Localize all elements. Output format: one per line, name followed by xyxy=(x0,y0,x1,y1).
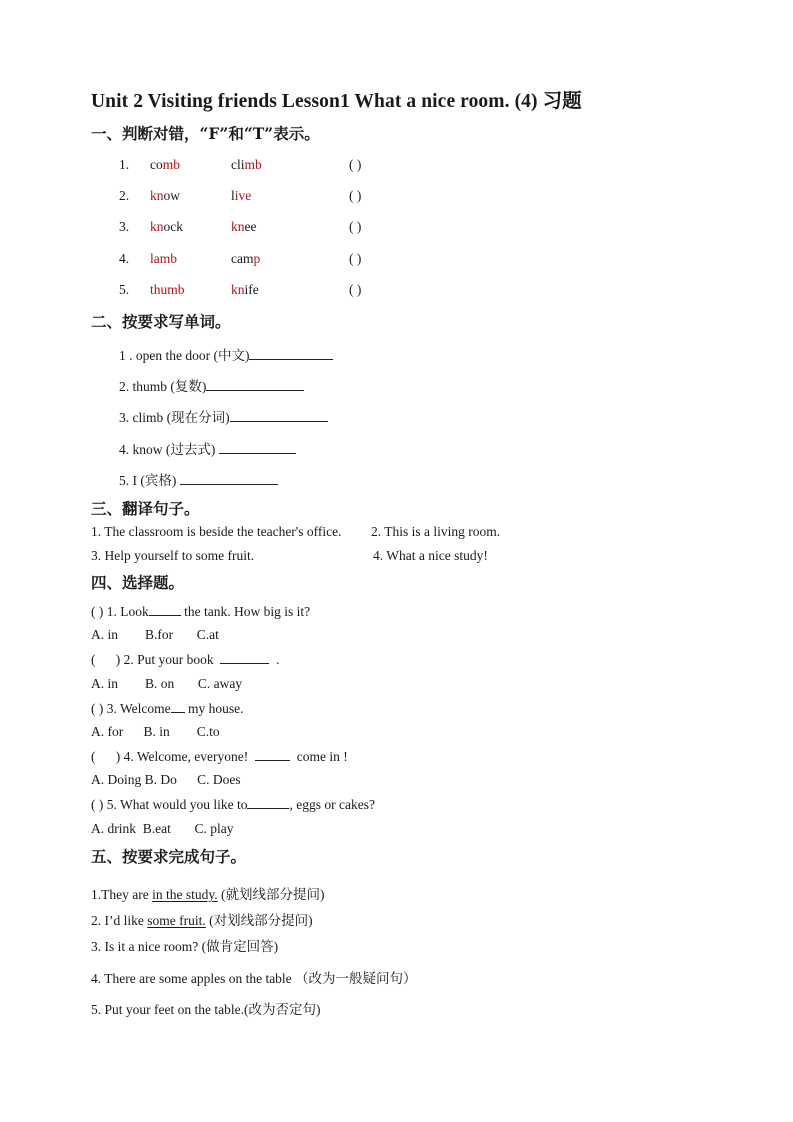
question xyxy=(91,796,375,813)
word-task xyxy=(119,406,328,426)
question-text: ( ) 1. Look xyxy=(91,604,149,619)
word-a xyxy=(150,157,180,173)
word-a xyxy=(150,282,185,298)
question-text: ( ) 5. What would you like to xyxy=(91,797,248,812)
word-a xyxy=(150,188,180,204)
options: A. for B. in C.to xyxy=(91,724,220,739)
word-a xyxy=(150,219,183,235)
item-number: 4. xyxy=(119,251,130,266)
word-part: ee xyxy=(244,219,257,234)
word-part: ow xyxy=(163,188,180,203)
options: A. in B.for C.at xyxy=(91,627,219,642)
task-text: 5. I (宾格) xyxy=(119,473,180,488)
options: A. in B. on C. away xyxy=(91,676,243,691)
word-part-highlight: lamb xyxy=(150,251,177,266)
answer-blank[interactable] xyxy=(220,651,269,664)
options: A. drink B.eat C. play xyxy=(91,821,234,836)
word-part-highlight: p xyxy=(253,251,261,266)
answer-blank[interactable] xyxy=(249,347,333,360)
section3-heading: 三、翻译句子。 xyxy=(91,499,200,518)
sentence-task xyxy=(91,883,324,903)
question-text: ( ) 3. Welcome xyxy=(91,701,171,716)
word-part: cli xyxy=(231,157,245,172)
sentence: 4. What a nice study! xyxy=(373,548,488,563)
item-number: 1. xyxy=(119,157,130,172)
underlined-phrase: some fruit. xyxy=(147,913,206,928)
section5-heading: 五、按要求完成句子。 xyxy=(91,847,247,866)
word-b xyxy=(231,251,260,267)
underlined-phrase: in the study. xyxy=(152,887,218,902)
word-part: cam xyxy=(231,251,254,266)
task-text: 3. climb (现在分词) xyxy=(119,410,230,425)
answer-blank[interactable] xyxy=(206,378,304,391)
answer-paren[interactable]: ( ) xyxy=(349,157,362,172)
word-a xyxy=(150,251,177,267)
question xyxy=(91,651,280,668)
word-part: ife xyxy=(244,282,259,297)
task-text: 2. I’d like xyxy=(91,913,148,928)
section4-heading: 四、选择题。 xyxy=(91,573,185,592)
word-part-highlight: mb xyxy=(162,157,181,172)
sentence-task: 3. Is it a nice room? (做肯定回答) xyxy=(91,939,279,954)
word-part-highlight: kn xyxy=(150,219,164,234)
question-text: ( ) 4. Welcome, everyone! xyxy=(91,749,255,764)
answer-paren[interactable]: ( ) xyxy=(349,219,362,234)
question xyxy=(91,748,348,765)
task-text: 1 . open the door (中文) xyxy=(119,348,250,363)
item-number: 2. xyxy=(119,188,130,203)
question-text: my house. xyxy=(184,701,244,716)
word-part-highlight: thumb xyxy=(150,282,185,297)
answer-blank[interactable] xyxy=(171,700,185,713)
item-number: 5. xyxy=(119,282,130,297)
answer-blank[interactable] xyxy=(230,409,328,422)
sentence-task: 4. There are some apples on the table （改为一般疑问句） xyxy=(91,971,417,986)
options: A. Doing B. Do C. Does xyxy=(91,772,241,787)
word-part: l xyxy=(231,188,235,203)
word-part-highlight: kn xyxy=(231,282,245,297)
sentence-task xyxy=(91,909,313,929)
answer-paren[interactable]: ( ) xyxy=(349,282,362,297)
question-text: , eggs or cakes? xyxy=(289,797,375,812)
word-task xyxy=(119,375,304,395)
sentence: 1. The classroom is beside the teacher's office. xyxy=(91,524,342,539)
answer-paren[interactable]: ( ) xyxy=(349,188,362,203)
task-text: (就划线部分提问) xyxy=(217,887,325,902)
sentence: 2. This is a living room. xyxy=(371,524,501,539)
answer-blank[interactable] xyxy=(180,472,278,485)
task-text: 1.They are xyxy=(91,887,153,902)
sentence-task: 5. Put your feet on the table.(改为否定句) xyxy=(91,1002,321,1017)
word-part: co xyxy=(150,157,163,172)
page-title: Unit 2 Visiting friends Lesson1 What a nice room. (4) 习题 xyxy=(91,91,582,112)
task-text: (对划线部分提问) xyxy=(205,913,313,928)
word-b xyxy=(231,188,251,204)
answer-blank[interactable] xyxy=(255,748,290,761)
word-b xyxy=(231,219,256,235)
section2-heading: 二、按要求写单词。 xyxy=(91,312,231,331)
word-part-highlight: kn xyxy=(150,188,164,203)
answer-blank[interactable] xyxy=(219,441,296,454)
task-text: 4. know (过去式) xyxy=(119,442,219,457)
question-text: the tank. How big is it? xyxy=(180,604,311,619)
word-part-highlight: mb xyxy=(244,157,262,172)
question xyxy=(91,700,244,717)
word-task xyxy=(119,344,333,364)
question-text: come in ! xyxy=(289,749,348,764)
question-text: ( ) 2. Put your book xyxy=(91,652,221,667)
word-b xyxy=(231,282,259,298)
word-part-highlight: kn xyxy=(231,219,245,234)
answer-paren[interactable]: ( ) xyxy=(349,251,362,266)
word-task xyxy=(119,469,278,489)
question-text: . xyxy=(269,652,280,667)
answer-blank[interactable] xyxy=(247,796,289,809)
word-part: ock xyxy=(163,219,183,234)
question xyxy=(91,603,310,620)
word-b xyxy=(231,157,262,173)
sentence: 3. Help yourself to some fruit. xyxy=(91,548,255,563)
word-task xyxy=(119,438,296,458)
section1-heading: 一、判断对错，“F”和“T”表示。 xyxy=(91,124,320,143)
task-text: 2. thumb (复数) xyxy=(119,379,207,394)
item-number: 3. xyxy=(119,219,130,234)
answer-blank[interactable] xyxy=(149,603,181,616)
word-part-highlight: ive xyxy=(234,188,252,203)
